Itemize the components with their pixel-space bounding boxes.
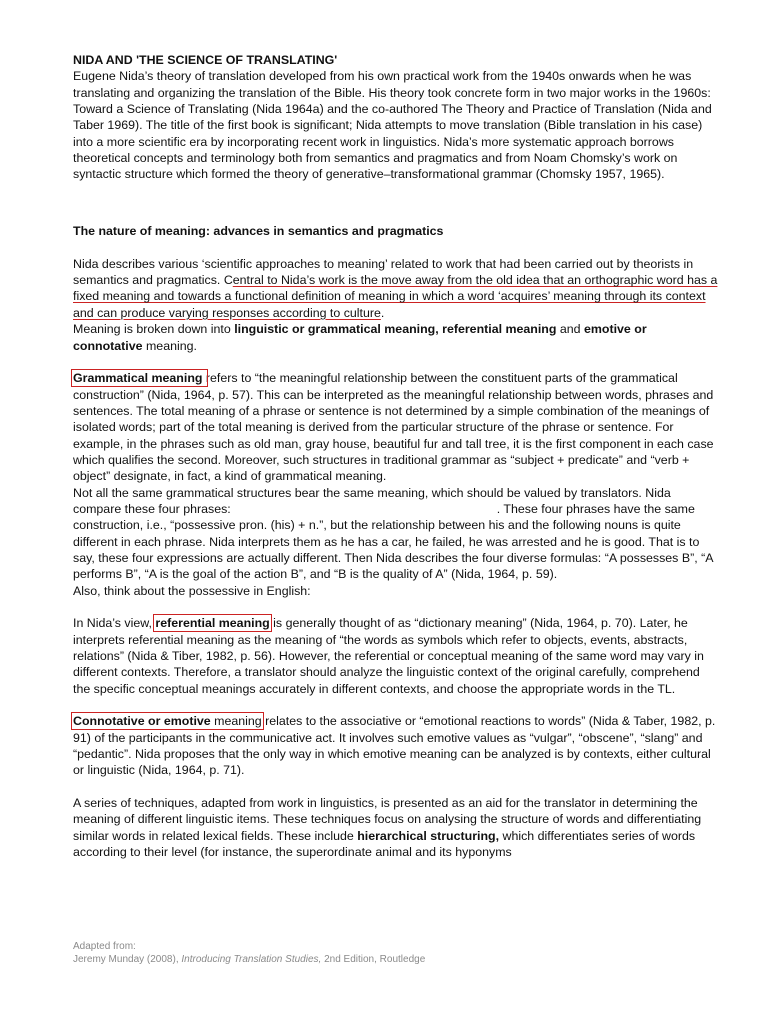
document-page	[73, 52, 719, 861]
footer-citation	[73, 940, 425, 966]
breakdown-end: meaning.	[142, 338, 197, 353]
breakdown-bold-1: linguistic or grammatical meaning, referential meaning	[234, 322, 557, 337]
referential-meaning-boxed: referential meaning	[155, 616, 270, 631]
spacer	[73, 599, 719, 615]
possessive-line: Also, think about the possessive in English:	[73, 583, 311, 598]
intro-paragraph: Eugene Nida’s theory of translation developed from his own practical work from the 1940s onwards when he was translating and organizing the translation of the Bible. His theory took concrete form in two major works in the 1960s: Toward a Science of Translating (Nida 1964a) and the co-authored The Theory and Practice of Translation (Nida and Taber 1969). The title of the first book is significant; Nida attempts to move translation (Bible translation in his case) into a more scientific era by incorporating recent work in linguistics. Nida’s more systematic approach borrows theoretical concepts and terminology both from semantics and pragmatics and from Noam Chomsky’s work on syntactic structure which formed the theory of generative–transformational grammar (Chomsky 1957, 1965).	[73, 69, 712, 182]
footer-line-2	[73, 953, 425, 966]
footer-book-title: Introducing Translation Studies,	[181, 954, 322, 965]
breakdown-mid: and	[556, 322, 584, 337]
section-heading: The nature of meaning: advances in semantics and pragmatics	[73, 224, 444, 239]
spacer	[73, 697, 719, 713]
spacer	[73, 354, 719, 370]
connotative-bold: Connotative or emotive	[73, 714, 211, 729]
techniques-post: which differentiates series of words according to their level (for instance, the superordinate animal and its hyponyms	[73, 828, 696, 860]
meaning-paragraph	[73, 256, 719, 321]
breakdown-pre: Meaning is broken down into	[73, 322, 235, 337]
grammatical-meaning-paragraph	[73, 370, 719, 484]
four-phrases-text-a: Not all the same grammatical structures bear the same meaning, which should be valued by translators. Nida compare these four phrases:	[73, 485, 671, 516]
document-title: NIDA AND 'THE SCIENCE OF TRANSLATING'	[73, 53, 338, 67]
grammatical-meaning-boxed: Grammatical meaning	[73, 371, 206, 386]
referential-meaning-paragraph	[73, 615, 719, 697]
meaning-text-pre: Nida describes various ‘scientific approaches to meaning’ related to work that had been carried out by theorists in semantics and pragmatics. C	[73, 256, 694, 288]
connotative-text: relates to the associative or “emotional reactions to words” (Nida & Taber, 1982, p. 91) of the participants in the communicative act. It involves such emotive values as “vulgar”, “obscene”, “slang” and “pedantic”. Nida proposes that the only way in which emotive meaning can be analyzed is by contexts, either cultural or linguistic (Nida, 1964, p. 71).	[73, 714, 716, 778]
spacer	[73, 779, 719, 795]
spacer	[73, 183, 719, 207]
breakdown-bold-2: emotive or connotative	[73, 322, 647, 353]
referential-text: is generally thought of as “dictionary meaning” (Nida, 1964, p. 70). Later, he interprets referential meaning as the meaning of “the words as symbols which refer to objects, events, abstracts, relations” (Nida & Tiber, 1982, p. 56). However, the referential or conceptual meaning of the same word may vary in different contexts. Therefore, a translator should analyze the linguistic context of the original carefully, comprehend the specific conceptual meanings accurately in different contexts, and choose the appropriate words in the TL.	[73, 616, 704, 696]
footer-edition: 2nd Edition, Routledge	[321, 954, 426, 965]
referential-pre: In Nida’s view,	[73, 616, 156, 631]
techniques-pre: A series of techniques, adapted from work in linguistics, is presented as an aid for the translator in determining the meaning of different linguistic items. These techniques focus on analysing the structure of words and differentiating similar words in related lexical fields. These include	[73, 796, 702, 843]
meaning-breakdown	[73, 321, 719, 354]
four-phrases-text-b: . These four phrases have the same construction, i.e., “possessive pron. (his) + n.”, but the relationship between his and the following nouns is quite different in each phrase. Nida interprets them as he has a car, he failed, he was arrested and he is good. That is to say, these four expressions are actually different. Then Nida describes the four diverse formulas: “A possesses B”, “A performs B”, “A is the goal of the action B”, and “B is the quality of A” (Nida, 1964, p. 59).	[73, 501, 713, 582]
techniques-bold: hierarchical structuring,	[357, 828, 500, 843]
underlined-annotation: entral to Nida’s work is the move away from the old idea that an orthographic word has a fixed meaning and towards a functional definition of meaning in which a word ‘acquires’ meaning through its context and can produce varying responses according to culture	[73, 273, 718, 320]
footer-line-1: Adapted from:	[73, 941, 136, 952]
grammatical-meaning-text: refers to “the meaningful relationship between the constituent parts of the grammatical construction” (Nida, 1964, p. 57). This can be interpreted as the meaningful relationship between words, phrases and sentences. The total meaning of a phrase or sentence is not determined by a simple combination of the meanings of isolated words; part of the total meaning is derived from the particular structure of the phrase or sentence. For example, in the phrases such as old man, gray house, beautiful fur and tall tree, it is the first component in each case which qualifies the second. Moreover, such structures in traditional grammar as “subject + predicate” and “verb + object” designate, in fact, a kind of grammatical meaning.	[73, 371, 714, 484]
connotative-meaning-boxed	[73, 714, 262, 728]
connotative-rest: meaning	[210, 714, 262, 729]
spacer	[73, 239, 719, 255]
four-phrases-paragraph	[73, 485, 719, 583]
spacer	[73, 207, 719, 223]
footer-author: Jeremy Munday (2008),	[73, 954, 182, 965]
connotative-meaning-paragraph	[73, 713, 719, 778]
meaning-text-post: .	[380, 305, 385, 320]
techniques-paragraph	[73, 795, 719, 860]
